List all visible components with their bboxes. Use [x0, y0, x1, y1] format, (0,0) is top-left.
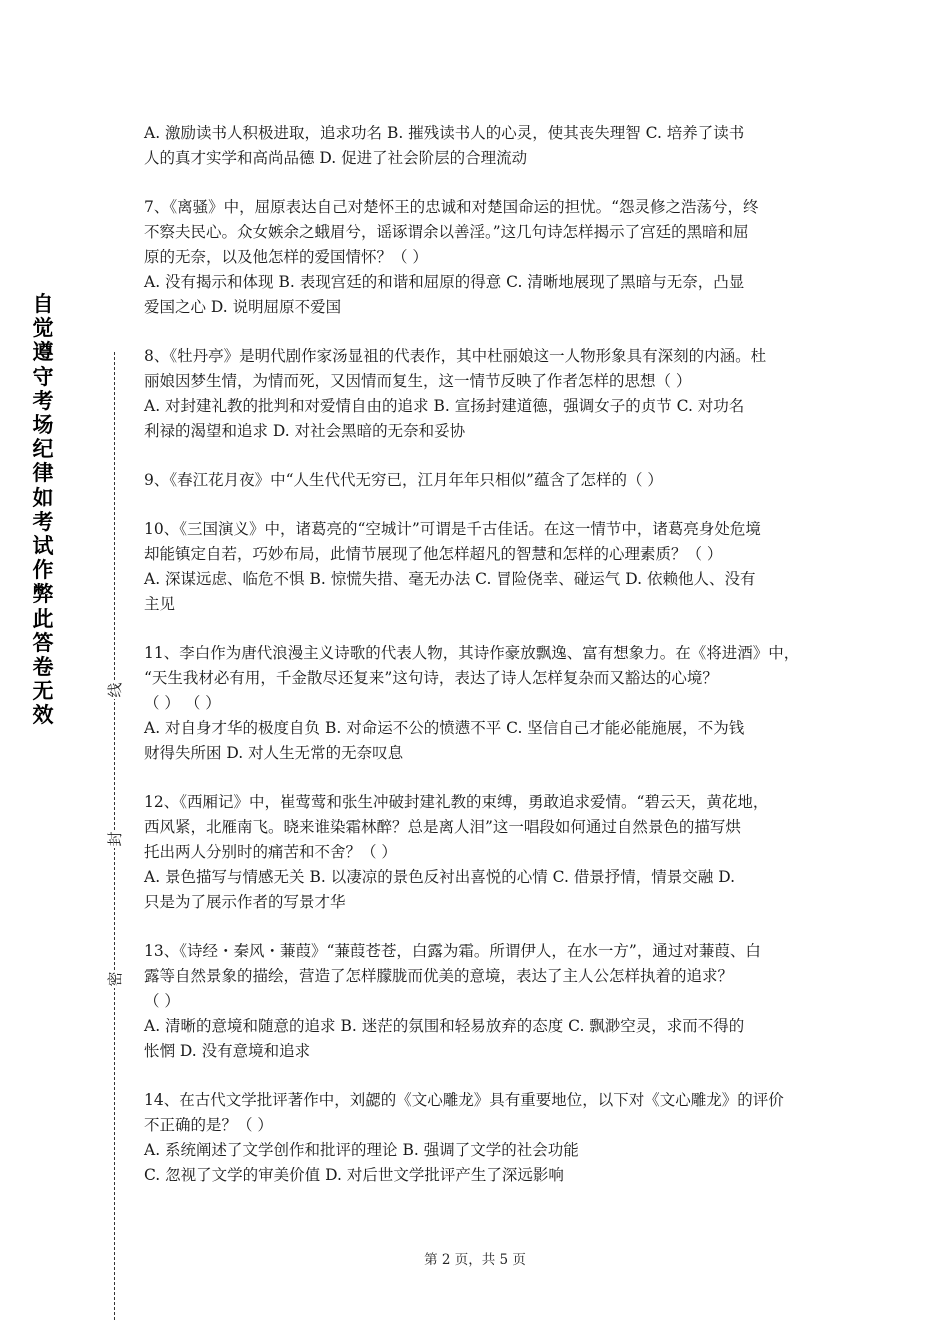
- question-line: 原的无奈，以及他怎样的爱国情怀？（ ）: [144, 248, 428, 266]
- question-line: 不正确的是？（ ）: [144, 1116, 273, 1134]
- question-line: 11、李白作为唐代浪漫主义诗歌的代表人物，其诗作豪放飘逸、富有想象力。在《将进酒》中，: [144, 644, 800, 662]
- question-line: A. 激励读书人积极进取，追求功名 B. 摧残读书人的心灵，使其丧失理智 C. 培养了读书: [144, 124, 745, 142]
- question-line: 不察夫民心。众女嫉余之蛾眉兮，谣诼谓余以善淫。”这几句诗怎样揭示了宫廷的黑暗和屈: [144, 223, 749, 241]
- binding-mark-dense: 密: [106, 971, 124, 987]
- question-10: [144, 517, 812, 617]
- question-line: 爱国之心 D. 说明屈原不爱国: [144, 298, 342, 316]
- question-line: 主见: [144, 595, 176, 613]
- question-13: [144, 939, 812, 1064]
- exam-discipline-warning: 自觉遵守考场纪律如考试作弊此答卷无效: [32, 292, 54, 728]
- question-line: 利禄的渴望和追求 D. 对社会黑暗的无奈和妥协: [144, 422, 466, 440]
- question-line: C. 忽视了文学的审美价值 D. 对后世文学批评产生了深远影响: [144, 1166, 564, 1184]
- question-11: [144, 641, 812, 766]
- question-line: 12、《西厢记》中，崔莺莺和张生冲破封建礼教的束缚，勇敢追求爱情。“碧云天，黄花地，: [144, 793, 769, 811]
- question-8: [144, 344, 812, 444]
- question-line: 丽娘因梦生情，为情而死，又因情而复生，这一情节反映了作者怎样的思想（ ）: [144, 372, 692, 390]
- question-line: 9、《春江花月夜》中“人生代代无穷已，江月年年只相似”蕴含了怎样的（ ）: [144, 471, 663, 489]
- question-14: [144, 1088, 812, 1188]
- page-number: 第 2 页，共 5 页: [424, 1252, 526, 1268]
- question-line: 只是为了展示作者的写景才华: [144, 893, 346, 911]
- question-line: （ ） （ ）: [144, 694, 221, 712]
- question-line: A. 对封建礼教的批判和对爱情自由的追求 B. 宣扬封建道德，强调女子的贞节 C. 对功名: [144, 397, 745, 415]
- question-line: 露等自然景象的描绘，营造了怎样朦胧而优美的意境，表达了主人公怎样执着的追求？: [144, 967, 734, 985]
- question-line: 怅惘 D. 没有意境和追求: [144, 1042, 311, 1060]
- question-line: “天生我材必有用，千金散尽还复来”这句诗，表达了诗人怎样复杂而又豁达的心境？: [144, 669, 718, 687]
- binding-mark-line: 线: [106, 682, 124, 698]
- question-line: （ ）: [144, 992, 180, 1010]
- question-line: 8、《牡丹亭》是明代剧作家汤显祖的代表作，其中杜丽娘这一人物形象具有深刻的内涵。杜: [144, 347, 767, 365]
- question-line: 10、《三国演义》中，诸葛亮的“空城计”可谓是千古佳话。在这一情节中，诸葛亮身处危境: [144, 520, 761, 538]
- question-line: A. 系统阐述了文学创作和批评的理论 B. 强调了文学的社会功能: [144, 1141, 579, 1159]
- question-line: 却能镇定自若，巧妙布局，此情节展现了他怎样超凡的智慧和怎样的心理素质？（ ）: [144, 545, 723, 563]
- question-7: [144, 195, 812, 320]
- question-line: 财得失所困 D. 对人生无常的无奈叹息: [144, 744, 404, 762]
- question-line: A. 景色描写与情感无关 B. 以凄凉的景色反衬出喜悦的心情 C. 借景抒情，情景交融 D.: [144, 868, 736, 886]
- question-line: 人的真才实学和高尚品德 D. 促进了社会阶层的合理流动: [144, 149, 528, 167]
- question-line: A. 对自身才华的极度自负 B. 对命运不公的愤懑不平 C. 坚信自己才能必能施展，不为钱: [144, 719, 745, 737]
- question-line: 托出两人分别时的痛苦和不舍？（ ）: [144, 843, 397, 861]
- question-line: A. 清晰的意境和随意的追求 B. 迷茫的氛围和轻易放弃的态度 C. 飘渺空灵，求而不得的: [144, 1017, 745, 1035]
- question-line: 13、《诗经・秦风・蒹葭》“蒹葭苍苍，白露为霜。所谓伊人，在水一方”，通过对蒹葭、白: [144, 942, 761, 960]
- question-line: 7、《离骚》中，屈原表达自己对楚怀王的忠诚和对楚国命运的担忧。“怨灵修之浩荡兮，终: [144, 198, 759, 216]
- question-line: A. 深谋远虑、临危不惧 B. 惊慌失措、毫无办法 C. 冒险侥幸、碰运气 D. 依赖他人、没有: [144, 570, 756, 588]
- question-line: A. 没有揭示和体现 B. 表现宫廷的和谐和屈原的得意 C. 清晰地展现了黑暗与无奈，凸显: [144, 273, 745, 291]
- question-line: 西风紧，北雁南飞。晓来谁染霜林醉？总是离人泪”这一唱段如何通过自然景色的描写烘: [144, 818, 741, 836]
- question-list: [144, 121, 812, 1212]
- binding-mark-seal: 封: [106, 831, 124, 847]
- question-6-options: [144, 121, 812, 171]
- question-9: [144, 468, 812, 493]
- question-line: 14、在古代文学批评著作中，刘勰的《文心雕龙》具有重要地位，以下对《文心雕龙》的评价: [144, 1091, 784, 1109]
- question-12: [144, 790, 812, 915]
